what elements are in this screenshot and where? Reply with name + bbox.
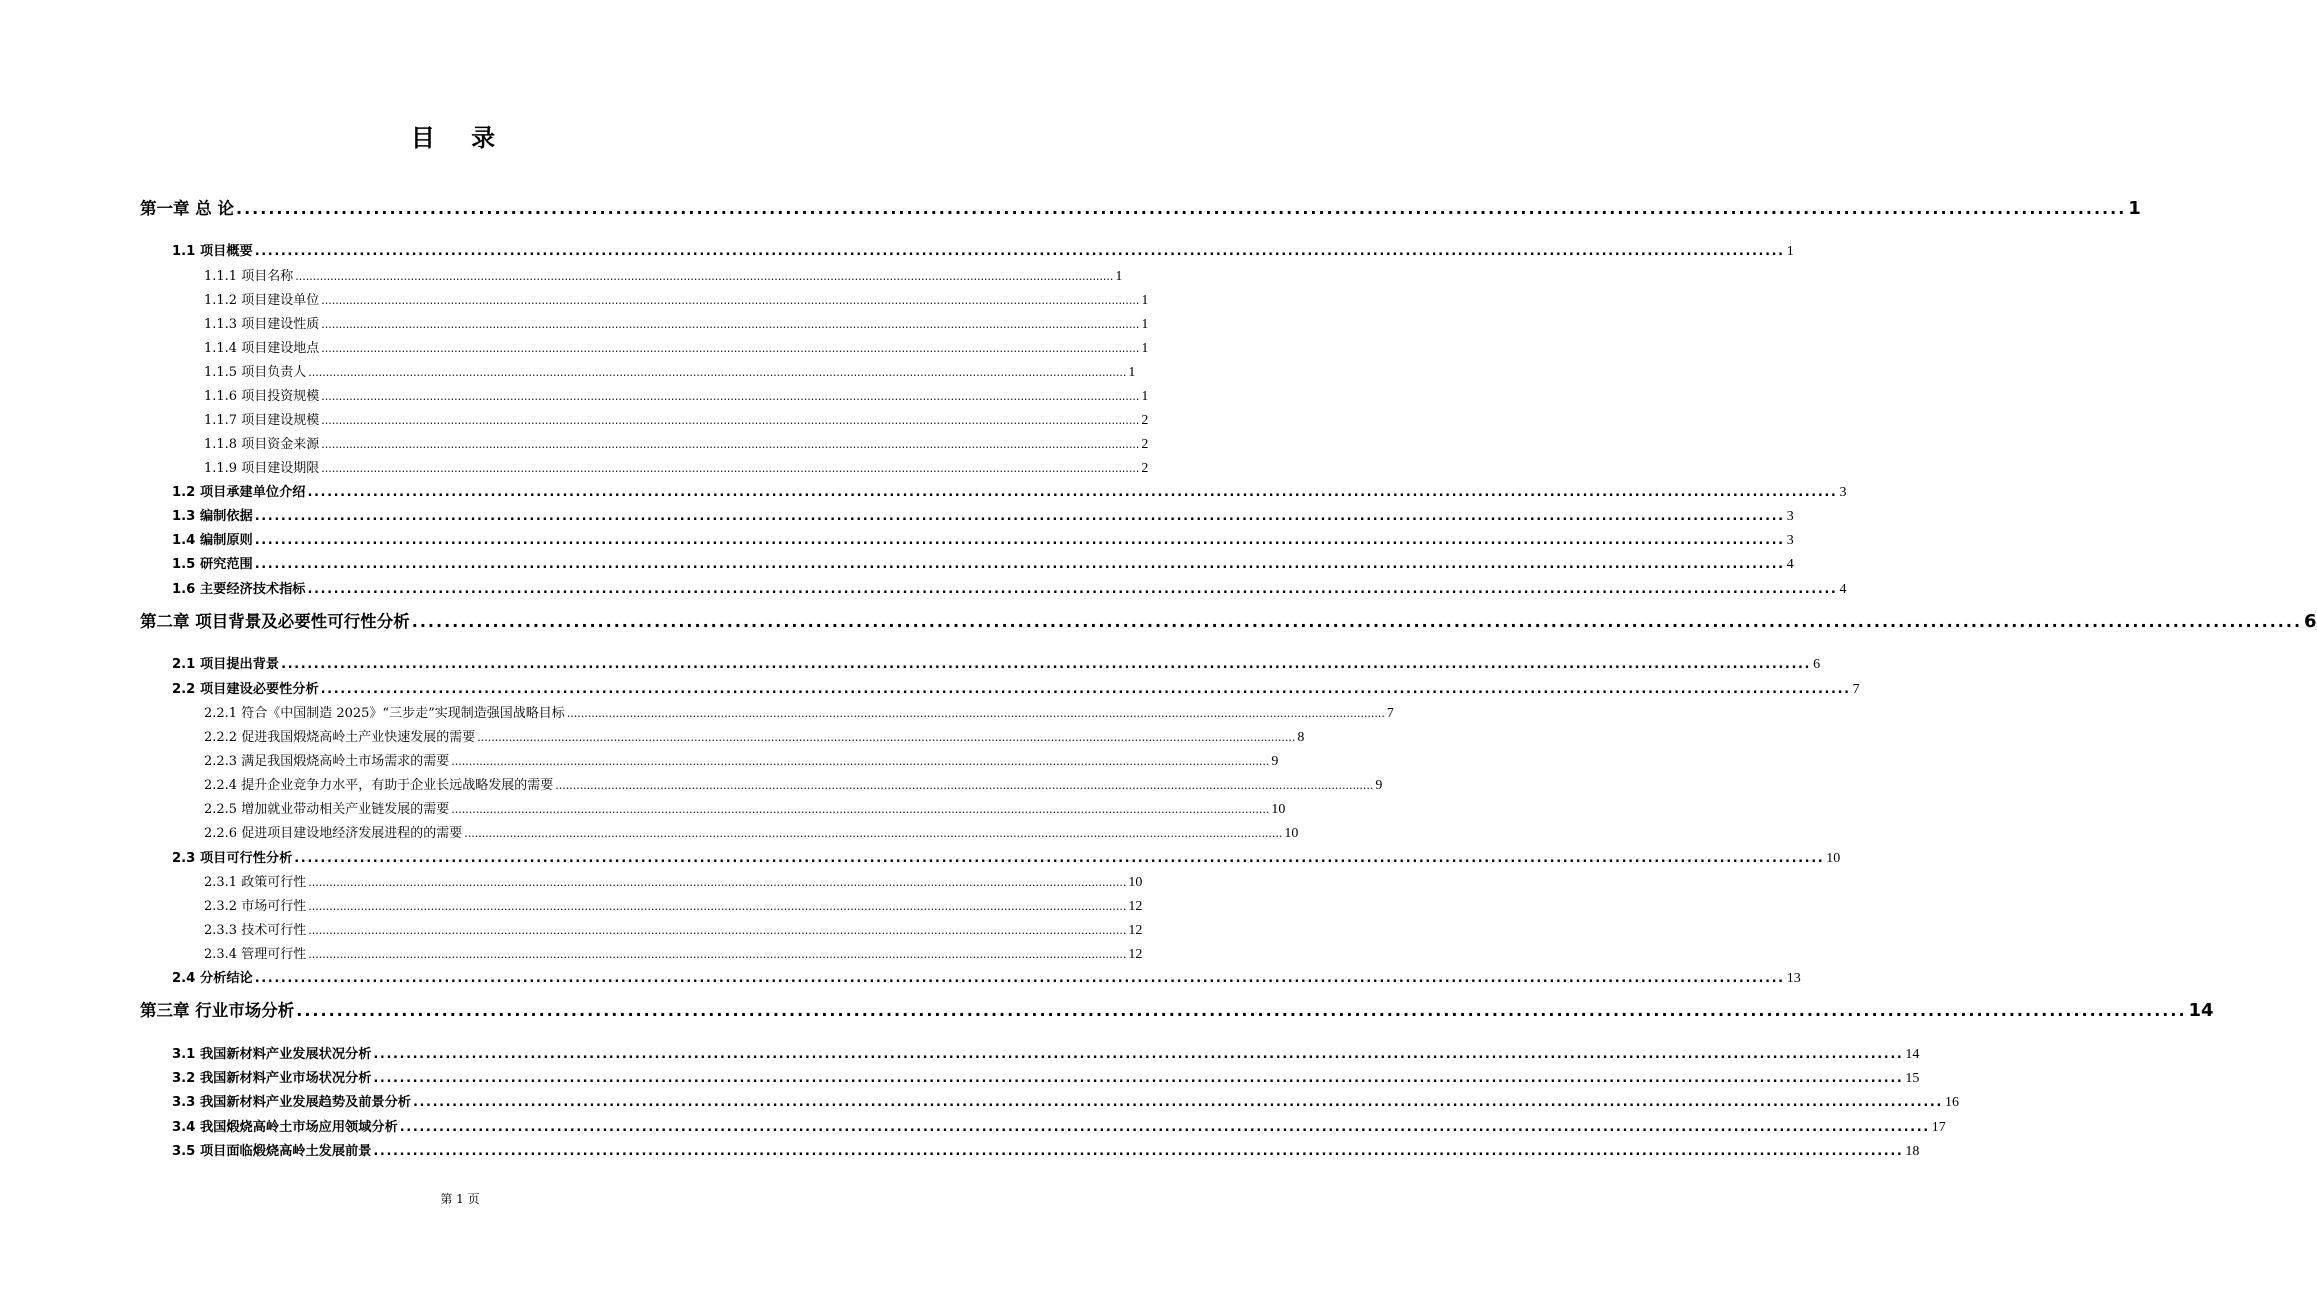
toc-leader-dots: .......................................................................................................................................................................................................................................... <box>321 342 1140 355</box>
toc-leader-dots: .......................................................................................................................................................................................................................................... <box>308 924 1127 937</box>
toc-entry-label: 2.3.1 政策可行性 <box>204 875 307 890</box>
toc-entry-sub[interactable] <box>204 774 1383 794</box>
toc-entry-page-number: 2 <box>1141 437 1149 452</box>
toc-leader-dots: .......................................................................................................................................................................................................................................... <box>321 438 1140 451</box>
toc-entry-label: 1.1.2 项目建设单位 <box>204 293 320 308</box>
toc-entry-sub[interactable] <box>204 313 1149 333</box>
toc-leader-dots: .......................................................................................................................................................................................................................................... <box>321 390 1140 403</box>
toc-leader-dots: .......................................................................................................................................................................................................................................... <box>254 244 1785 259</box>
toc-entry-label: 2.3.3 技术可行性 <box>204 923 307 938</box>
toc-leader-dots: .......................................................................................................................................................................................................................................... <box>307 485 1838 500</box>
toc-entry-label: 2.3.2 市场可行性 <box>204 899 307 914</box>
toc-entry-label: 3.1 我国新材料产业发展状况分析 <box>172 1047 372 1062</box>
toc-entry-sub[interactable] <box>204 457 1149 477</box>
toc-entry-sub[interactable] <box>204 726 1305 746</box>
toc-leader-dots: .......................................................................................................................................................................................................................................... <box>373 1047 1904 1062</box>
toc-entry-sub[interactable] <box>204 289 1149 309</box>
toc-entry-page-number: 4 <box>1786 557 1794 572</box>
toc-leader-dots: .......................................................................................................................................................................................................................................... <box>321 294 1140 307</box>
toc-entry-chapter[interactable] <box>140 997 2214 1023</box>
toc-entry-label: 1.1 项目概要 <box>172 244 253 259</box>
toc-entry-page-number: 4 <box>1839 582 1847 597</box>
toc-leader-dots: .......................................................................................................................................................................................................................................... <box>281 657 1812 672</box>
toc-entry-label: 2.2.4 提升企业竞争力水平，有助于企业长远战略发展的需要 <box>204 778 554 793</box>
toc-entry-page-number: 9 <box>1271 754 1279 769</box>
toc-leader-dots: .......................................................................................................................................................................................................................................... <box>254 533 1785 548</box>
toc-leader-dots: .......................................................................................................................................................................................................................................... <box>555 779 1374 792</box>
toc-entry-section[interactable] <box>172 240 1794 260</box>
toc-leader-dots: .......................................................................................................................................................................................................................................... <box>412 1095 1943 1110</box>
toc-entry-sub[interactable] <box>204 822 1299 842</box>
toc-entry-section[interactable] <box>172 1140 1920 1160</box>
toc-leader-dots: .......................................................................................................................................................................................................................................... <box>321 462 1140 475</box>
toc-entry-section[interactable] <box>172 967 1801 987</box>
toc-entry-label: 2.1 项目提出背景 <box>172 657 280 672</box>
toc-entry-sub[interactable] <box>204 750 1279 770</box>
toc-entry-label: 2.2.2 促进我国煅烧高岭土产业快速发展的需要 <box>204 730 476 745</box>
toc-entry-sub[interactable] <box>204 385 1149 405</box>
toc-leader-dots: .......................................................................................................................................................................................................................................... <box>254 509 1785 524</box>
toc-entry-label: 1.1.8 项目资金来源 <box>204 437 320 452</box>
toc-entry-label: 1.1.1 项目名称 <box>204 269 294 284</box>
toc-leader-dots: .......................................................................................................................................................................................................................................... <box>296 1001 2187 1020</box>
toc-entry-section[interactable] <box>172 847 1841 867</box>
toc-entry-page-number: 16 <box>1944 1095 1959 1110</box>
toc-entry-section[interactable] <box>172 1043 1920 1063</box>
toc-leader-dots: .......................................................................................................................................................................................................................................... <box>308 948 1127 961</box>
toc-leader-dots: .......................................................................................................................................................................................................................................... <box>321 414 1140 427</box>
toc-entry-page-number: 9 <box>1375 778 1383 793</box>
toc-leader-dots: .......................................................................................................................................................................................................................................... <box>236 199 2127 218</box>
toc-entry-section[interactable] <box>172 578 1847 598</box>
toc-entry-label: 3.4 我国煅烧高岭土市场应用领域分析 <box>172 1120 398 1135</box>
toc-entry-section[interactable] <box>172 653 1821 673</box>
toc-entry-page-number: 10 <box>1284 826 1299 841</box>
toc-entry-section[interactable] <box>172 553 1794 573</box>
toc-entry-page-number: 2 <box>1141 413 1149 428</box>
toc-entry-sub[interactable] <box>204 871 1143 891</box>
toc-entry-sub[interactable] <box>204 337 1149 357</box>
toc-leader-dots: .......................................................................................................................................................................................................................................... <box>411 612 2303 631</box>
toc-entry-label: 1.1.4 项目建设地点 <box>204 341 320 356</box>
toc-leader-dots: .......................................................................................................................................................................................................................................... <box>399 1120 1930 1135</box>
toc-leader-dots: .......................................................................................................................................................................................................................................... <box>451 755 1270 768</box>
toc-entry-sub[interactable] <box>204 895 1143 915</box>
toc-entry-page-number: 1 <box>1141 293 1149 308</box>
toc-entry-label: 1.2 项目承建单位介绍 <box>172 485 306 500</box>
toc-entry-label: 2.2.1 符合《中国制造 2025》“三步走”实现制造强国战略目标 <box>204 706 565 721</box>
toc-leader-dots: .......................................................................................................................................................................................................................................... <box>254 557 1785 572</box>
toc-entry-section[interactable] <box>172 481 1847 501</box>
page-footer: 第 1 页 <box>440 1192 480 1206</box>
toc-entry-label: 1.6 主要经济技术指标 <box>172 582 306 597</box>
toc-entry-page-number: 10 <box>1271 802 1286 817</box>
toc-entry-label: 1.1.3 项目建设性质 <box>204 317 320 332</box>
toc-entry-label: 2.2.3 满足我国煅烧高岭土市场需求的需要 <box>204 754 450 769</box>
toc-leader-dots: .......................................................................................................................................................................................................................................... <box>320 682 1851 697</box>
toc-entry-page-number: 1 <box>1115 269 1123 284</box>
toc-entry-page-number: 7 <box>1852 682 1860 697</box>
toc-entry-page-number: 14 <box>2188 1000 2214 1021</box>
toc-entry-sub[interactable] <box>204 702 1394 722</box>
toc-entry-page-number: 6 <box>2304 611 2317 632</box>
toc-leader-dots: .......................................................................................................................................................................................................................................... <box>307 582 1838 597</box>
toc-entry-page-number: 10 <box>1826 851 1841 866</box>
toc-entry-page-number: 3 <box>1786 533 1794 548</box>
toc-entry-page-number: 8 <box>1297 730 1305 745</box>
toc-entry-page-number: 14 <box>1905 1047 1920 1062</box>
toc-entry-label: 2.2.5 增加就业带动相关产业链发展的需要 <box>204 802 450 817</box>
toc-entry-page-number: 1 <box>2128 198 2141 219</box>
toc-entry-chapter[interactable] <box>140 195 2141 221</box>
toc-entry-label: 3.5 项目面临煅烧高岭土发展前景 <box>172 1144 372 1159</box>
toc-entry-label: 第二章 项目背景及必要性可行性分析 <box>140 612 410 631</box>
toc-entry-label: 1.1.9 项目建设期限 <box>204 461 320 476</box>
toc-entry-label: 2.2 项目建设必要性分析 <box>172 682 319 697</box>
toc-entry-page-number: 2 <box>1141 461 1149 476</box>
toc-entry-label: 2.4 分析结论 <box>172 971 253 986</box>
toc-leader-dots: .......................................................................................................................................................................................................................................... <box>308 900 1127 913</box>
toc-entry-sub[interactable] <box>204 919 1143 939</box>
toc-leader-dots: .......................................................................................................................................................................................................................................... <box>295 270 1114 283</box>
toc-entry-page-number: 6 <box>1813 657 1821 672</box>
toc-entry-label: 3.3 我国新材料产业发展趋势及前景分析 <box>172 1095 411 1110</box>
toc-leader-dots: .......................................................................................................................................................................................................................................... <box>477 731 1296 744</box>
toc-entry-page-number: 12 <box>1128 899 1143 914</box>
toc-entry-page-number: 12 <box>1128 923 1143 938</box>
toc-entry-label: 1.3 编制依据 <box>172 509 253 524</box>
toc-entry-sub[interactable] <box>204 798 1286 818</box>
toc-entry-label: 3.2 我国新材料产业市场状况分析 <box>172 1071 372 1086</box>
toc-entry-page-number: 1 <box>1128 365 1136 380</box>
toc-leader-dots: .......................................................................................................................................................................................................................................... <box>566 707 1385 720</box>
toc-entry-section[interactable] <box>172 1091 1959 1111</box>
toc-entry-sub[interactable] <box>204 409 1149 429</box>
toc-entry-label: 1.1.6 项目投资规模 <box>204 389 320 404</box>
toc-entry-page-number: 3 <box>1839 485 1847 500</box>
toc-entry-label: 2.3 项目可行性分析 <box>172 851 293 866</box>
toc-entry-sub[interactable] <box>204 943 1143 963</box>
toc-leader-dots: .......................................................................................................................................................................................................................................... <box>294 851 1825 866</box>
toc-entry-label: 1.4 编制原则 <box>172 533 253 548</box>
toc-entry-label: 2.2.6 促进项目建设地经济发展进程的的需要 <box>204 826 463 841</box>
toc-leader-dots: .......................................................................................................................................................................................................................................... <box>308 366 1127 379</box>
toc-entry-sub[interactable] <box>204 361 1136 381</box>
toc-entry-page-number: 15 <box>1905 1071 1920 1086</box>
toc-entry-label: 1.1.7 项目建设规模 <box>204 413 320 428</box>
toc-entry-section[interactable] <box>172 529 1794 549</box>
toc-entry-page-number: 18 <box>1905 1144 1920 1159</box>
toc-entry-sub[interactable] <box>204 433 1149 453</box>
toc-leader-dots: .......................................................................................................................................................................................................................................... <box>451 803 1270 816</box>
toc-entry-page-number: 1 <box>1786 244 1794 259</box>
toc-entry-page-number: 1 <box>1141 341 1149 356</box>
page-title: 目 录 <box>410 124 510 152</box>
toc-entry-label: 第一章 总 论 <box>140 199 234 218</box>
toc-entry-page-number: 1 <box>1141 317 1149 332</box>
toc-entry-page-number: 10 <box>1128 875 1143 890</box>
toc-entry-page-number: 1 <box>1141 389 1149 404</box>
toc-entry-chapter[interactable] <box>140 608 2317 634</box>
toc-entry-label: 2.3.4 管理可行性 <box>204 947 307 962</box>
toc-entry-page-number: 13 <box>1786 971 1801 986</box>
toc-entry-label: 1.1.5 项目负责人 <box>204 365 307 380</box>
toc-entry-label: 第三章 行业市场分析 <box>140 1001 295 1020</box>
toc-entry-label: 1.5 研究范围 <box>172 557 253 572</box>
toc-leader-dots: .......................................................................................................................................................................................................................................... <box>464 827 1283 840</box>
toc-leader-dots: .......................................................................................................................................................................................................................................... <box>321 318 1140 331</box>
toc-leader-dots: .......................................................................................................................................................................................................................................... <box>373 1144 1904 1159</box>
toc-entry-section[interactable] <box>172 1116 1946 1136</box>
toc-entry-page-number: 3 <box>1786 509 1794 524</box>
toc-entry-page-number: 12 <box>1128 947 1143 962</box>
toc-entry-section[interactable] <box>172 678 1860 698</box>
toc-entry-page-number: 17 <box>1931 1120 1946 1135</box>
toc-entry-section[interactable] <box>172 1067 1920 1087</box>
toc-entry-page-number: 7 <box>1386 706 1394 721</box>
toc-leader-dots: .......................................................................................................................................................................................................................................... <box>373 1071 1904 1086</box>
toc-entry-sub[interactable] <box>204 265 1123 285</box>
toc-leader-dots: .......................................................................................................................................................................................................................................... <box>254 971 1785 986</box>
toc-entry-section[interactable] <box>172 505 1794 525</box>
toc-leader-dots: .......................................................................................................................................................................................................................................... <box>308 876 1127 889</box>
